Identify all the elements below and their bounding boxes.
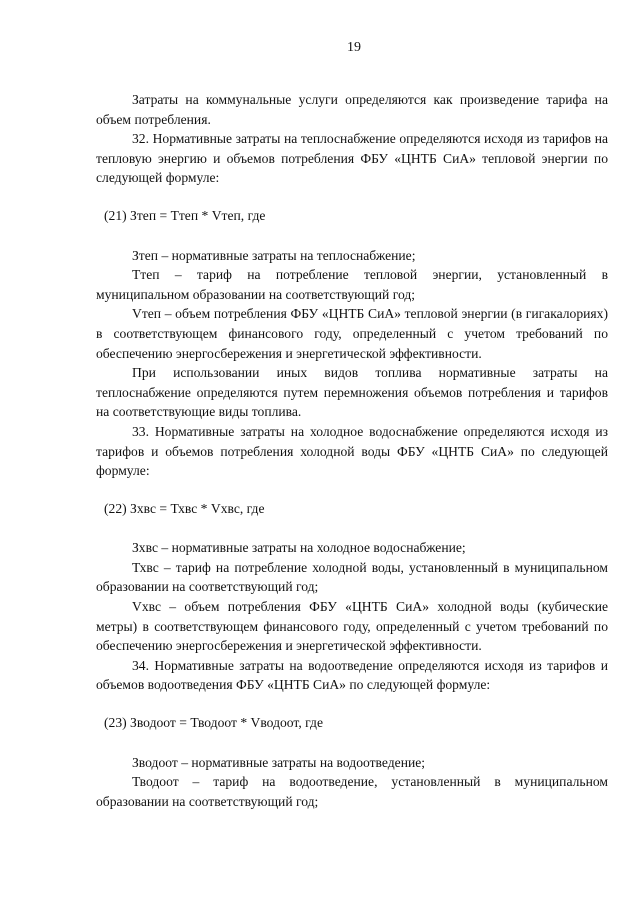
formula-22: (22) Зхвс = Тхвс * Vхвс, где bbox=[104, 500, 265, 516]
paragraph-other-fuel: При использовании иных видов топлива нормативные затраты на теплоснабжение определяются путем перемножения объемов потребления и тарифов на соответствующие виды топлива. bbox=[96, 365, 608, 420]
paragraph-34-drainage: 34. Нормативные затраты на водоотведение определяются исходя из тарифов и объемов водоотведения ФБУ «ЦНТБ СиА» по следующей формуле: bbox=[96, 657, 608, 693]
formula-23: (23) Зводоот = Тводоот * Vводоот, где bbox=[104, 715, 323, 731]
paragraph-32-heating: 32. Нормативные затраты на теплоснабжение определяются исходя из тарифов на тепловую энергию и объемов потребления ФБУ «ЦНТБ СиА» тепловой энергии по следующей формуле: bbox=[96, 131, 608, 186]
definition-ttep: Ттеп – тариф на потребление тепловой энергии, установленный в муниципальном образовании на соответствующий год; bbox=[96, 267, 608, 302]
definition-tvodoot: Тводоот – тариф на водоотведение, установленный в муниципальном образовании на соответствующий год; bbox=[96, 774, 608, 809]
page-number: 19 bbox=[347, 40, 361, 55]
definition-vtep: Vтеп – объем потребления ФБУ «ЦНТБ СиА» тепловой энергии (в гигакалориях) в соответствующем финансового году, определенный с учетом требований по обеспечению энергосбережения и энергетической эффективности. bbox=[96, 306, 608, 361]
formula-21: (21) Зтеп = Ттеп * Vтеп, где bbox=[104, 207, 266, 223]
definition-vhvs: Vхвс – объем потребления ФБУ «ЦНТБ СиА» холодной воды (кубические метры) в соответствующем финансового году, определенный с учетом требований по обеспечению энергосбережения и энергетической эффективности. bbox=[96, 599, 608, 654]
paragraph-utilities: Затраты на коммунальные услуги определяются как произведение тарифа на объем потребления. bbox=[96, 92, 608, 127]
paragraph-33-cold-water: 33. Нормативные затраты на холодное водоснабжение определяются исходя из тарифов и объемов потребления холодной воды ФБУ «ЦНТБ СиА» по следующей формуле: bbox=[96, 423, 608, 479]
document-page bbox=[96, 40, 608, 811]
definition-thvs: Тхвс – тариф на потребление холодной воды, установленный в муниципальном образовании на соответствующий год; bbox=[96, 559, 608, 595]
definition-zvodoot: Зводоот – нормативные затраты на водоотведение; bbox=[132, 754, 426, 770]
definition-zhvs: Зхвс – нормативные затраты на холодное водоснабжение; bbox=[132, 540, 466, 556]
definition-ztep: Зтеп – нормативные затраты на теплоснабжение; bbox=[132, 247, 416, 263]
